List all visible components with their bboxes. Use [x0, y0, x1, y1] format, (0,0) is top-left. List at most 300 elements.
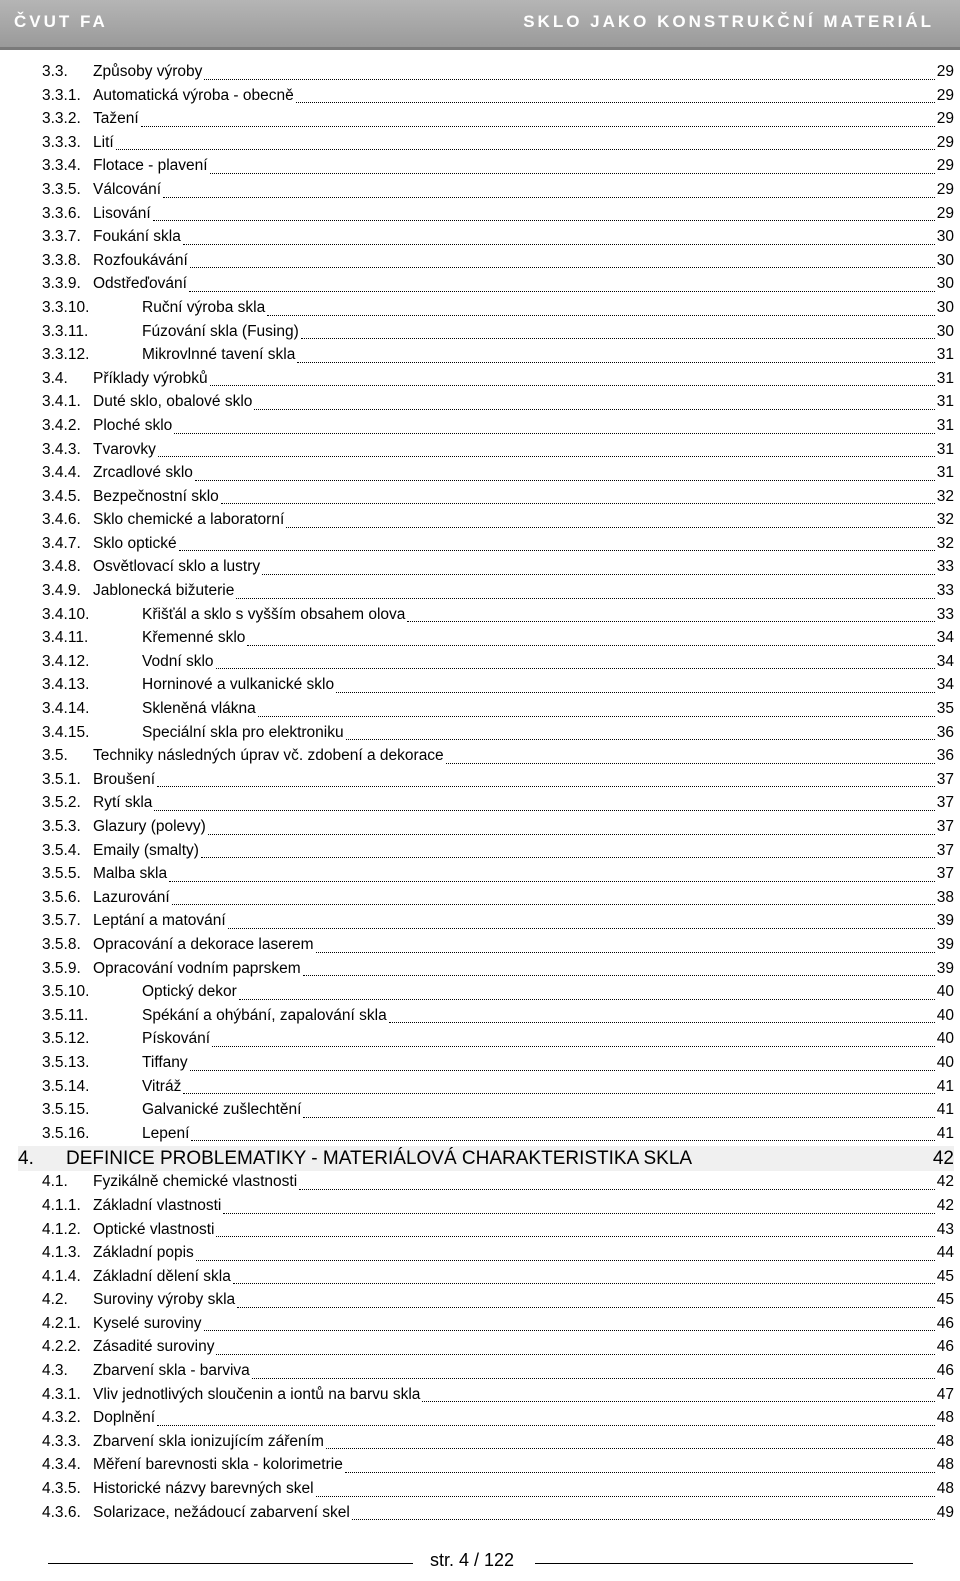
toc-entry-page: 30 — [936, 275, 954, 293]
toc-entry-leader-dots — [389, 1022, 935, 1023]
toc-entry-number: 3.5.5. — [42, 865, 81, 883]
toc-entry-title: Vodní sklo — [142, 652, 214, 670]
toc-entry-title: DEFINICE PROBLEMATIKY - MATERIÁLOVÁ CHARAKTERISTIKA SKLA — [66, 1148, 693, 1170]
toc-entry-leader-dots — [208, 834, 935, 835]
toc-entry-number: 4.2.1. — [42, 1314, 81, 1332]
toc-entry-page: 32 — [936, 511, 954, 529]
toc-entry-page: 41 — [936, 1124, 954, 1142]
toc-entry-number: 3.5.6. — [42, 888, 81, 906]
toc-entry-page: 37 — [936, 794, 954, 812]
toc-entry[interactable] — [42, 792, 954, 816]
footer-rule-right — [535, 1563, 913, 1564]
toc-entry-title: Tiffany — [142, 1053, 188, 1071]
toc-entry-number: 3.5.13. — [42, 1053, 90, 1071]
toc-entry-number: 4.3.6. — [42, 1503, 81, 1521]
toc-entry-page: 29 — [936, 86, 954, 104]
toc-entry-number: 4.1.3. — [42, 1244, 81, 1262]
toc-entry-page: 33 — [936, 605, 954, 623]
toc-entry[interactable] — [42, 391, 954, 415]
toc-entry[interactable] — [42, 415, 954, 439]
toc-entry-title: Způsoby výroby — [93, 63, 203, 80]
toc-entry[interactable] — [42, 1478, 954, 1502]
toc-entry-number: 3.5. — [42, 747, 68, 765]
toc-entry-leader-dots — [316, 952, 935, 953]
toc-entry-leader-dots — [216, 668, 935, 669]
toc-entry-leader-dots — [116, 149, 935, 150]
toc-entry-title: Glazury (polevy) — [93, 818, 206, 835]
toc-entry[interactable] — [42, 1099, 954, 1123]
toc-entry-title: Lepení — [142, 1124, 190, 1142]
toc-entry-title: Opracování vodním paprskem — [93, 959, 301, 977]
toc-entry-title: Malba skla — [93, 865, 168, 883]
toc-entry-page: 30 — [936, 251, 954, 269]
toc-entry-title: Optické vlastnosti — [93, 1220, 215, 1238]
page-header — [0, 0, 960, 50]
toc-entry-number: 3.3.7. — [42, 228, 81, 246]
toc-entry-number: 3.5.7. — [42, 912, 81, 930]
toc-entry-page: 40 — [936, 983, 954, 1001]
toc-entry[interactable] — [42, 1454, 954, 1478]
toc-entry-title: Sklo chemické a laboratorní — [93, 511, 285, 529]
toc-entry-title: Horninové a vulkanické sklo — [142, 676, 335, 694]
toc-entry[interactable] — [42, 486, 954, 510]
toc-entry-title: Vliv jednotlivých sloučenin a iontů na barvu skla — [93, 1385, 421, 1403]
toc-entry-number: 3.5.15. — [42, 1101, 90, 1119]
toc-entry-title: Osvětlovací sklo a lustry — [93, 558, 261, 576]
toc-entry[interactable] — [42, 674, 954, 698]
toc-entry-leader-dots — [204, 1330, 935, 1331]
toc-entry-leader-dots — [212, 1046, 935, 1047]
toc-entry-number: 3.4.1. — [42, 393, 81, 411]
toc-entry-number: 3.4.15. — [42, 723, 90, 741]
toc-entry-number: 3.5.14. — [42, 1077, 90, 1095]
header-institution: ČVUT FA — [14, 12, 108, 31]
toc-entry-page: 46 — [936, 1362, 954, 1380]
toc-entry-title: Zbarvení skla - barviva — [93, 1362, 250, 1380]
toc-entry-leader-dots — [195, 480, 935, 481]
toc-entry-title: Techniky následných úprav vč. zdobení a dekorace — [93, 747, 444, 765]
toc-entry-page: 31 — [936, 393, 954, 411]
toc-entry-leader-dots — [154, 810, 934, 811]
toc-entry-leader-dots — [237, 1307, 935, 1308]
toc-entry-title: Solarizace, nežádoucí zabarvení skel — [93, 1503, 350, 1521]
toc-entry-page: 39 — [936, 959, 954, 977]
toc-entry-title: Ploché sklo — [93, 416, 173, 434]
toc-entry-number: 3.3.4. — [42, 157, 81, 175]
toc-entry-number: 3.3.5. — [42, 180, 81, 198]
toc-entry[interactable] — [42, 722, 954, 746]
toc-entry-title: Fúzování skla (Fusing) — [142, 322, 299, 340]
toc-entry-leader-dots — [252, 1378, 935, 1379]
toc-entry-leader-dots — [303, 975, 935, 976]
toc-entry[interactable] — [42, 1431, 954, 1455]
toc-entry-title: Doplnění — [93, 1409, 156, 1427]
page-footer — [0, 1548, 960, 1578]
toc-entry[interactable] — [42, 250, 954, 274]
toc-entry-leader-dots — [183, 1093, 934, 1094]
toc-entry-title: Základní popis — [93, 1244, 194, 1262]
toc-entry[interactable] — [42, 1360, 954, 1384]
toc-entry[interactable] — [42, 863, 954, 887]
toc-entry-leader-dots — [158, 456, 935, 457]
toc-entry-page: 29 — [936, 204, 954, 222]
toc-entry[interactable] — [42, 226, 954, 250]
toc-entry[interactable] — [42, 698, 954, 722]
toc-entry-title: Křemenné sklo — [142, 629, 246, 647]
toc-entry-number: 3.4.4. — [42, 464, 81, 482]
toc-entry[interactable] — [42, 580, 954, 604]
toc-entry-page: 43 — [936, 1220, 954, 1238]
toc-entry-title: Válcování — [93, 180, 162, 198]
toc-entry-title: Skleněná vlákna — [142, 700, 256, 718]
toc-entry-title: Příklady výrobků — [93, 369, 208, 387]
toc-entry-number: 3.4.5. — [42, 487, 81, 505]
toc-entry-page: 30 — [936, 228, 954, 246]
toc-entry-number: 4.3.1. — [42, 1385, 81, 1403]
toc-entry-page: 29 — [936, 180, 954, 198]
toc-entry-title: Optický dekor — [142, 983, 237, 1001]
toc-entry-page: 44 — [936, 1244, 954, 1262]
toc-entry-page: 30 — [936, 322, 954, 340]
toc-entry-page: 48 — [936, 1456, 954, 1474]
toc-entry-title: Zbarvení skla ionizujícím zářením — [93, 1432, 324, 1450]
toc-entry-page: 31 — [936, 369, 954, 387]
toc-entry-number: 4.2.2. — [42, 1338, 81, 1356]
toc-entry-page: 49 — [936, 1503, 954, 1521]
toc-entry-number: 4.2. — [42, 1291, 68, 1309]
toc-entry-leader-dots — [228, 928, 935, 929]
toc-entry-page: 37 — [936, 818, 954, 835]
toc-entry-number: 3.5.10. — [42, 983, 90, 1001]
toc-entry[interactable] — [42, 462, 954, 486]
toc-entry-leader-dots — [163, 197, 935, 198]
toc-entry[interactable] — [42, 958, 954, 982]
toc-entry[interactable] — [42, 1384, 954, 1408]
toc-entry[interactable] — [42, 934, 954, 958]
toc-entry[interactable] — [42, 61, 954, 85]
toc-entry-leader-dots — [157, 786, 935, 787]
toc-entry-title: Kyselé suroviny — [93, 1314, 202, 1332]
toc-entry-number: 3.5.11. — [42, 1006, 89, 1024]
toc-entry[interactable] — [42, 1336, 954, 1360]
toc-entry-title: Ruční výroba skla — [142, 298, 266, 316]
toc-entry-leader-dots — [316, 1496, 935, 1497]
toc-entry[interactable] — [42, 108, 954, 132]
header-document-title: SKLO JAKO KONSTRUKČNÍ MATERIÁL — [523, 12, 934, 31]
toc-entry-number: 3.3. — [42, 63, 68, 80]
toc-entry-page: 42 — [932, 1148, 954, 1170]
toc-entry-leader-dots — [191, 1140, 934, 1141]
toc-entry-title: Opracování a dekorace laserem — [93, 935, 314, 953]
toc-entry-leader-dots — [422, 1401, 934, 1402]
toc-entry[interactable] — [42, 509, 954, 533]
toc-entry-leader-dots — [239, 999, 935, 1000]
toc-entry-page: 40 — [936, 1030, 954, 1048]
toc-entry-number: 3.3.3. — [42, 133, 81, 151]
toc-entry-leader-dots — [210, 385, 935, 386]
toc-entry-number: 3.4.6. — [42, 511, 81, 529]
toc-entry[interactable] — [42, 1219, 954, 1243]
toc-entry[interactable] — [42, 1242, 954, 1266]
toc-entry-number: 3.3.12. — [42, 346, 90, 364]
toc-entry-number: 4.1.2. — [42, 1220, 81, 1238]
toc-entry-number: 4.3.2. — [42, 1409, 81, 1427]
toc-entry[interactable] — [42, 1052, 954, 1076]
toc-entry-number: 3.4.7. — [42, 534, 81, 552]
toc-entry-page: 29 — [936, 110, 954, 128]
toc-entry[interactable] — [42, 533, 954, 557]
toc-entry-number: 3.4.12. — [42, 652, 90, 670]
toc-entry-page: 40 — [936, 1053, 954, 1071]
toc-entry-page: 30 — [936, 298, 954, 316]
toc-entry-number: 3.3.10. — [42, 298, 90, 316]
toc-entry-leader-dots — [190, 1070, 935, 1071]
toc-entry-title: Flotace - plavení — [93, 157, 208, 175]
toc-entry[interactable] — [42, 1195, 954, 1219]
toc-entry-number: 3.4.2. — [42, 416, 81, 434]
toc-entry-title: Tažení — [93, 110, 139, 128]
toc-entry[interactable] — [42, 155, 954, 179]
toc-entry-number: 3.3.8. — [42, 251, 81, 269]
toc-entry[interactable] — [42, 321, 954, 345]
toc-entry[interactable] — [42, 910, 954, 934]
toc-entry-page: 29 — [936, 133, 954, 151]
toc-entry-page: 32 — [936, 487, 954, 505]
toc-entry[interactable] — [42, 1123, 954, 1147]
toc-entry[interactable] — [42, 840, 954, 864]
toc-entry-page: 41 — [936, 1101, 954, 1119]
toc-entry-page: 31 — [936, 416, 954, 434]
toc-entry-page: 36 — [936, 747, 954, 765]
toc-entry[interactable] — [42, 1005, 954, 1029]
toc-entry[interactable] — [42, 627, 954, 651]
toc-entry-number: 3.5.2. — [42, 794, 81, 812]
toc-entry[interactable] — [42, 1028, 954, 1052]
toc-entry-leader-dots — [247, 645, 934, 646]
toc-entry-title: Zásadité suroviny — [93, 1338, 215, 1356]
toc-entry-page: 34 — [936, 676, 954, 694]
toc-entry-leader-dots — [169, 881, 935, 882]
toc-entry[interactable] — [42, 132, 954, 156]
toc-entry-number: 3.4.11. — [42, 629, 89, 647]
toc-entry-leader-dots — [196, 1260, 935, 1261]
toc-entry-number: 3.5.4. — [42, 841, 81, 859]
toc-entry-leader-dots — [216, 1236, 934, 1237]
toc-entry-leader-dots — [157, 1425, 935, 1426]
toc-entry-page: 39 — [936, 935, 954, 953]
toc-entry-title: Rozfoukávání — [93, 251, 188, 269]
toc-entry-page: 34 — [936, 629, 954, 647]
toc-entry-number: 3.3.11. — [42, 322, 89, 340]
toc-entry-page: 38 — [936, 888, 954, 906]
toc-entry-leader-dots — [179, 550, 935, 551]
toc-entry-leader-dots — [301, 338, 935, 339]
toc-entry-page: 48 — [936, 1409, 954, 1427]
toc-entry-leader-dots — [210, 173, 935, 174]
toc-entry-leader-dots — [236, 598, 934, 599]
toc-entry-title: Měření barevnosti skla - kolorimetrie — [93, 1456, 343, 1474]
toc-entry-page: 42 — [936, 1196, 954, 1214]
toc-entry-title: Speciální skla pro elektroniku — [142, 723, 344, 741]
toc-entry-title: Spékání a ohýbání, zapalování skla — [142, 1006, 387, 1024]
toc-entry-number: 3.4. — [42, 369, 68, 387]
toc-entry-leader-dots — [407, 621, 934, 622]
toc-entry-title: Mikrovlnné tavení skla — [142, 346, 296, 364]
toc-entry[interactable] — [42, 297, 954, 321]
toc-entry-number: 4.3.3. — [42, 1432, 81, 1450]
toc-entry[interactable] — [42, 1171, 954, 1195]
toc-entry-page: 31 — [936, 464, 954, 482]
toc-entry-leader-dots — [326, 1448, 935, 1449]
toc-entry-number: 3.4.3. — [42, 440, 81, 458]
toc-entry[interactable] — [42, 1076, 954, 1100]
toc-entry-leader-dots — [190, 267, 935, 268]
toc-entry-leader-dots — [345, 1472, 935, 1473]
toc-entry-title: Lití — [93, 133, 114, 151]
toc-entry-number: 3.4.8. — [42, 558, 81, 576]
toc-entry-title: Historické názvy barevných skel — [93, 1480, 314, 1498]
toc-entry-number: 3.5.9. — [42, 959, 81, 977]
toc-entry-leader-dots — [183, 244, 935, 245]
toc-entry[interactable] — [42, 816, 954, 840]
toc-entry-page: 39 — [936, 912, 954, 930]
toc-entry-page: 46 — [936, 1338, 954, 1356]
toc-entry-title: Broušení — [93, 770, 156, 788]
toc-entry[interactable] — [42, 651, 954, 675]
toc-entry[interactable] — [42, 179, 954, 203]
toc-entry-number: 3.5.16. — [42, 1124, 90, 1142]
toc-entry-leader-dots — [174, 433, 934, 434]
toc-entry-number: 4.1.1. — [42, 1196, 81, 1214]
toc-entry-leader-dots — [204, 79, 934, 80]
toc-entry-leader-dots — [446, 763, 935, 764]
toc-entry-page: 47 — [936, 1385, 954, 1403]
toc-entry-page: 36 — [936, 723, 954, 741]
toc-entry-leader-dots — [352, 1519, 935, 1520]
toc-entry-leader-dots — [336, 692, 935, 693]
toc-entry-page: 42 — [936, 1173, 954, 1191]
toc-entry[interactable] — [42, 887, 954, 911]
toc-entry-leader-dots — [258, 716, 935, 717]
toc-entry-leader-dots — [201, 857, 935, 858]
toc-entry-title: Foukání skla — [93, 228, 181, 246]
toc-entry-title: Pískování — [142, 1030, 211, 1048]
toc-entry[interactable] — [42, 273, 954, 297]
toc-entry[interactable] — [42, 604, 954, 628]
toc-entry-page: 40 — [936, 1006, 954, 1024]
toc-entry-title: Základní vlastnosti — [93, 1196, 222, 1214]
toc-entry-title: Odstřeďování — [93, 275, 187, 293]
toc-entry-leader-dots — [286, 527, 934, 528]
toc-entry-leader-dots — [346, 739, 935, 740]
toc-entry-title: Rytí skla — [93, 794, 153, 812]
toc-entry-title: Bezpečnostní sklo — [93, 487, 219, 505]
toc-entry-page: 45 — [936, 1267, 954, 1285]
toc-entry-page: 34 — [936, 652, 954, 670]
toc-entry-title: Automatická výroba - obecně — [93, 86, 294, 104]
toc-entry-title: Lazurování — [93, 888, 170, 906]
toc-entry-page: 33 — [936, 558, 954, 576]
toc-entry-title: Leptání a matování — [93, 912, 226, 930]
toc-entry-number: 4.1.4. — [42, 1267, 81, 1285]
toc-entry-number: 3.4.10. — [42, 605, 90, 623]
toc-entry-number: 3.5.1. — [42, 770, 81, 788]
toc-entry-title: Duté sklo, obalové sklo — [93, 393, 253, 411]
toc-entry-page: 29 — [936, 157, 954, 175]
toc-entry-leader-dots — [299, 1189, 935, 1190]
toc-entry-number: 4.3. — [42, 1362, 68, 1380]
toc-entry[interactable] — [42, 1313, 954, 1337]
toc-entry-number: 3.5.3. — [42, 818, 81, 835]
toc-entry-leader-dots — [296, 102, 935, 103]
toc-entry-title: Fyzikálně chemické vlastnosti — [93, 1173, 298, 1191]
toc-entry-page: 45 — [936, 1291, 954, 1309]
toc-entry-page: 37 — [936, 841, 954, 859]
toc-entry-page: 33 — [936, 582, 954, 600]
toc-entry-title: Emaily (smalty) — [93, 841, 199, 859]
table-of-contents — [18, 61, 954, 1525]
toc-entry[interactable] — [42, 1266, 954, 1290]
toc-entry-page: 35 — [936, 700, 954, 718]
toc-entry[interactable] — [42, 344, 954, 368]
toc-entry[interactable] — [42, 1502, 954, 1526]
toc-entry-leader-dots — [297, 362, 934, 363]
toc-entry[interactable] — [42, 556, 954, 580]
toc-entry-number: 3.5.12. — [42, 1030, 90, 1048]
toc-entry-number: 3.4.9. — [42, 582, 81, 600]
toc-entry[interactable] — [42, 439, 954, 463]
toc-entry[interactable] — [42, 745, 954, 769]
toc-entry[interactable] — [42, 85, 954, 109]
toc-entry-number: 4.1. — [42, 1173, 68, 1191]
toc-entry-number: 3.3.9. — [42, 275, 81, 293]
toc-entry-title: Tvarovky — [93, 440, 156, 458]
toc-entry[interactable] — [18, 1146, 954, 1171]
toc-entry[interactable] — [42, 769, 954, 793]
toc-entry-page: 37 — [936, 865, 954, 883]
toc-entry-leader-dots — [189, 291, 935, 292]
toc-entry-title: Suroviny výroby skla — [93, 1291, 236, 1309]
toc-entry[interactable] — [42, 368, 954, 392]
toc-entry-title: Galvanické zušlechtění — [142, 1101, 302, 1119]
toc-entry-number: 4.3.5. — [42, 1480, 81, 1498]
toc-entry-page: 46 — [936, 1314, 954, 1332]
toc-entry-page: 31 — [936, 440, 954, 458]
toc-entry-page: 32 — [936, 534, 954, 552]
toc-entry-leader-dots — [172, 904, 935, 905]
toc-entry-title: Základní dělení skla — [93, 1267, 231, 1285]
toc-entry-leader-dots — [221, 503, 935, 504]
toc-entry-page: 41 — [936, 1077, 954, 1095]
toc-entry-number: 3.4.13. — [42, 676, 90, 694]
toc-entry-title: Sklo optické — [93, 534, 177, 552]
toc-entry-number: 3.5.8. — [42, 935, 81, 953]
toc-entry-leader-dots — [267, 315, 935, 316]
toc-entry-title: Lisování — [93, 204, 151, 222]
toc-entry[interactable] — [42, 1289, 954, 1313]
toc-entry-page: 29 — [936, 63, 954, 80]
toc-entry-title: Křišťál a sklo s vyšším obsahem olova — [142, 605, 406, 623]
toc-entry[interactable] — [42, 1407, 954, 1431]
toc-entry-title: Jablonecká bižuterie — [93, 582, 235, 600]
toc-entry[interactable] — [42, 981, 954, 1005]
page-number: str. 4 / 122 — [430, 1550, 515, 1570]
toc-entry-number: 4. — [18, 1148, 34, 1170]
toc-entry[interactable] — [42, 203, 954, 227]
toc-entry-number: 3.3.2. — [42, 110, 81, 128]
toc-entry-leader-dots — [303, 1117, 934, 1118]
toc-entry-number: 4.3.4. — [42, 1456, 81, 1474]
